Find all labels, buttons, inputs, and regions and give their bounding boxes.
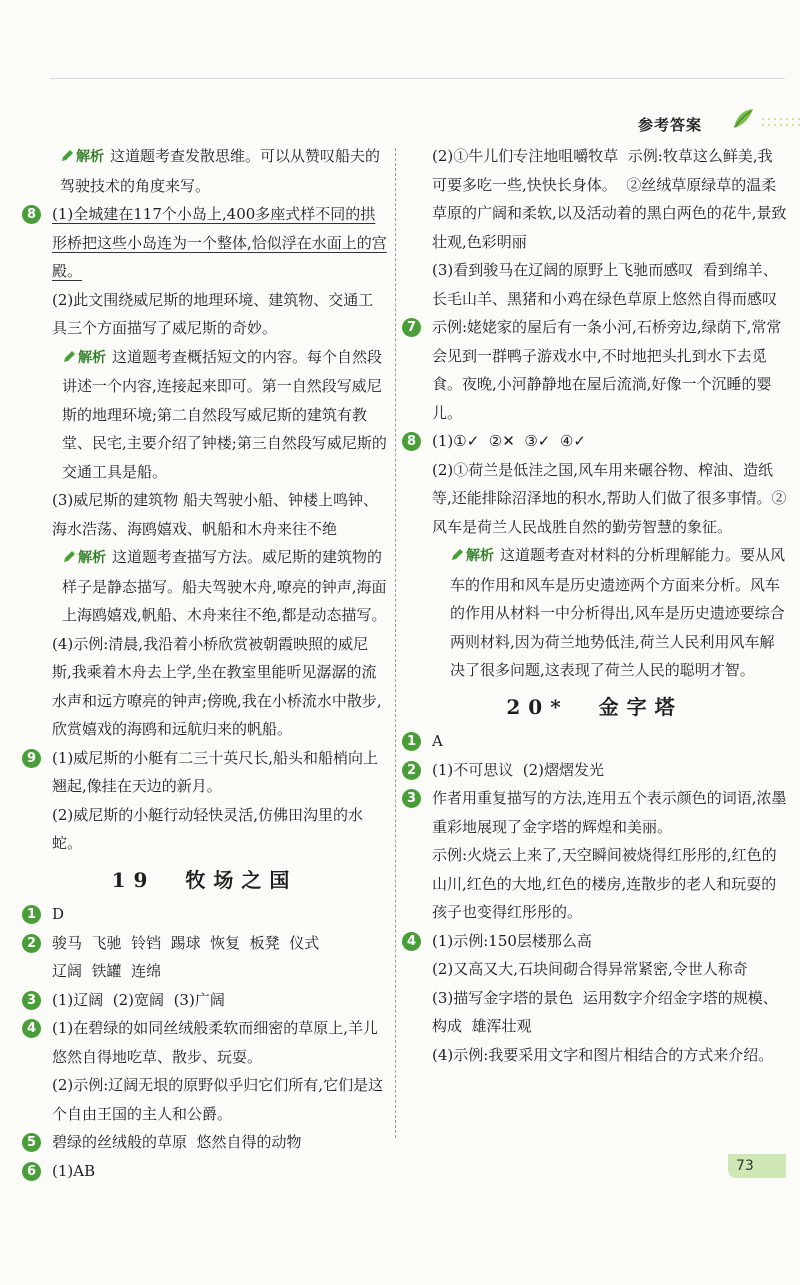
- question-number-badge: 3: [402, 789, 421, 808]
- question-number-badge: 8: [402, 432, 421, 451]
- question-number-badge: 1: [22, 905, 41, 924]
- analysis-tag: 解析: [62, 344, 106, 373]
- pencil-icon: [62, 350, 76, 364]
- pencil-icon: [62, 550, 76, 564]
- question-number-badge: 1: [402, 732, 421, 751]
- answer-line: (1)辽阔 (2)宽阔 (3)广阔: [52, 990, 225, 1009]
- answer-line: (2)①牛儿们专注地咀嚼牧草 示例:牧草这么鲜美,我可要多吃一些,快快长身体。 ②丝绒草原绿草的温柔 草原的广阔和柔软,以及活动着的黑白两色的花牛,景致壮观,色彩明丽: [432, 147, 787, 251]
- question-4: [402, 927, 787, 1070]
- answer-line: (2)威尼斯的小艇行动轻快灵活,仿佛田沟里的水蛇。: [52, 805, 364, 852]
- answer-line: (1)①✓ ②✕ ③✓ ④✓: [432, 432, 586, 450]
- analysis-block: 解析 这道题考查描写方法。威尼斯的建筑物的样子是静态描写。船夫驾驶木舟,嘹亮的钟声,海面上海鸥嬉戏,帆船、木舟来往不绝,都是动态描写。: [22, 543, 387, 630]
- page-header: [600, 100, 800, 140]
- question-2: [402, 756, 787, 785]
- answer-line: 示例:火烧云上来了,天空瞬间被烧得红彤彤的,红色的山川,红色的大地,红色的楼房,连散步的老人和玩耍的孩子也变得红彤彤的。: [432, 846, 777, 921]
- page-number: 73: [728, 1154, 786, 1178]
- left-column: [22, 142, 387, 1185]
- analysis-tag: 解析: [450, 542, 494, 571]
- question-number-badge: 9: [22, 749, 41, 768]
- dot-pattern: [760, 116, 800, 128]
- answer-line: 示例:姥姥家的屋后有一条小河,石桥旁边,绿荫下,常常会见到一群鸭子游戏水中,不时地把头扎到水下去觅食。夜晚,小河静静地在屋后流淌,好像一个沉睡的婴儿。: [432, 318, 782, 422]
- question-number-badge: 6: [22, 1162, 41, 1181]
- question-1: [22, 900, 387, 929]
- answer-line: (2)示例:辽阔无垠的原野似乎归它们所有,它们是这个自由王国的主人和公爵。: [52, 1076, 384, 1123]
- question-4: [22, 1014, 387, 1128]
- answer-line: (4)示例:清晨,我沿着小桥欣赏被朝霞映照的威尼斯,我乘着木舟去上学,坐在教室里能听见潺潺的流水声和远方嘹亮的钟声;傍晚,我在小桥流水中散步,欣赏嬉戏的海鸥和远航归来的帆船。: [52, 634, 382, 738]
- answer-line: 骏马 飞驰 铃铛 踢球 恢复 板凳 仪式: [52, 933, 320, 952]
- answer-line: (1)威尼斯的小艇有二三十英尺长,船头和船梢向上翘起,像挂在天边的新月。: [52, 748, 379, 795]
- answer-line: (3)描写金字塔的景色 运用数字介绍金字塔的规模、构成 雄浑壮观: [432, 988, 778, 1035]
- answer-line: (2)此文围绕威尼斯的地理环境、建筑物、交通工具三个方面描写了威尼斯的奇妙。: [52, 290, 374, 337]
- section-title-20: 20* 金字塔: [506, 694, 683, 719]
- answer-line: 碧绿的丝绒般的草原 悠然自得的动物: [52, 1133, 302, 1151]
- question-number-badge: 3: [22, 991, 41, 1010]
- answer-line: (1)全城建在117个小岛上,400多座式样不同的拱形桥把这些小岛连为一个整体,恰似浮在水面上的宫殿。: [52, 205, 387, 280]
- analysis-block: 解析 这道题考查概括短文的内容。每个自然段讲述一个内容,连接起来即可。第一自然段写威尼斯的地理环境;第二自然段写威尼斯的建筑有教堂、民宅,主要介绍了钟楼;第三自然段写威尼斯的交通工具是船。: [22, 343, 387, 487]
- answer-line: (1)AB: [52, 1161, 96, 1180]
- answer-line: (2)又高又大,石块间砌合得异常紧密,令世人称奇: [432, 960, 748, 978]
- question-2: [22, 929, 387, 986]
- answer-line: (3)看到骏马在辽阔的原野上飞驰而感叹 看到绵羊、长毛山羊、黑猪和小鸡在绿色草原上悠然自得而感叹: [432, 261, 778, 308]
- pencil-icon: [450, 548, 464, 562]
- question-number-badge: 4: [22, 1019, 41, 1038]
- answer-line: D: [52, 905, 65, 923]
- answer-line: (1)在碧绿的如同丝绒般柔软而细密的草原上,羊儿悠然自得地吃草、散步、玩耍。: [52, 1019, 379, 1066]
- answer-line: (2)①荷兰是低洼之国,风车用来碾谷物、榨油、造纸等,还能排除沼泽地的积水,帮助人们做了很多事情。②风车是荷兰人民战胜自然的勤劳智慧的象征。: [432, 460, 787, 536]
- analysis-tag: 解析: [60, 143, 104, 172]
- question-7: [402, 313, 787, 427]
- question-6: [22, 1157, 387, 1186]
- question-8: [402, 427, 787, 541]
- question-number-badge: 8: [22, 205, 41, 224]
- question-5: [22, 1128, 387, 1157]
- question-number-badge: 4: [402, 932, 421, 951]
- analysis-block: 解析 这道题考查对材料的分析理解能力。要从风车的作用和风车是历史遗迹两个方面来分析。风车的作用从材料一中分析得出,风车是历史遗迹要综合两则材料,因为荷兰地势低洼,荷兰人民利用风车解决了很多问题,这表现了荷兰人民的聪明才智。: [402, 541, 787, 685]
- answer-line: 辽阔 铁罐 连绵: [52, 962, 162, 980]
- question-number-badge: 7: [402, 318, 421, 337]
- section-title-19: 19 牧场之国: [111, 867, 298, 892]
- question-8: [22, 200, 387, 343]
- header-rule: [50, 78, 785, 79]
- question-number-badge: 2: [22, 934, 41, 953]
- question-1: [402, 727, 787, 756]
- column-divider: [395, 148, 396, 1138]
- answer-line: (4)示例:我要采用文字和图片相结合的方式来介绍。: [432, 1045, 774, 1064]
- header-title: 参考答案: [638, 116, 703, 134]
- right-column: [402, 142, 787, 1069]
- answer-line: (3)威尼斯的建筑物 船夫驾驶小船、钟楼上鸣钟、海水浩荡、海鸥嬉戏、帆船和木舟来往不绝: [52, 491, 379, 538]
- analysis-tag: 解析: [62, 544, 106, 573]
- pencil-icon: [60, 149, 74, 163]
- question-number-badge: 2: [402, 761, 421, 780]
- answer-line: A: [432, 732, 443, 750]
- answer-line: (1)不可思议 (2)熠熠发光: [432, 760, 605, 779]
- answer-line: 作者用重复描写的方法,连用五个表示颜色的词语,浓墨重彩地展现了金字塔的辉煌和美丽。: [432, 789, 787, 836]
- question-3: [22, 986, 387, 1015]
- question-9: [22, 744, 387, 858]
- answer-line: (1)示例:150层楼那么高: [432, 931, 592, 950]
- question-number-badge: 5: [22, 1133, 41, 1152]
- leaf-icon: [730, 106, 756, 136]
- analysis-block: 解析 这道题考查发散思维。可以从赞叹船夫的驾驶技术的角度来写。: [22, 142, 387, 200]
- question-3: [402, 784, 787, 927]
